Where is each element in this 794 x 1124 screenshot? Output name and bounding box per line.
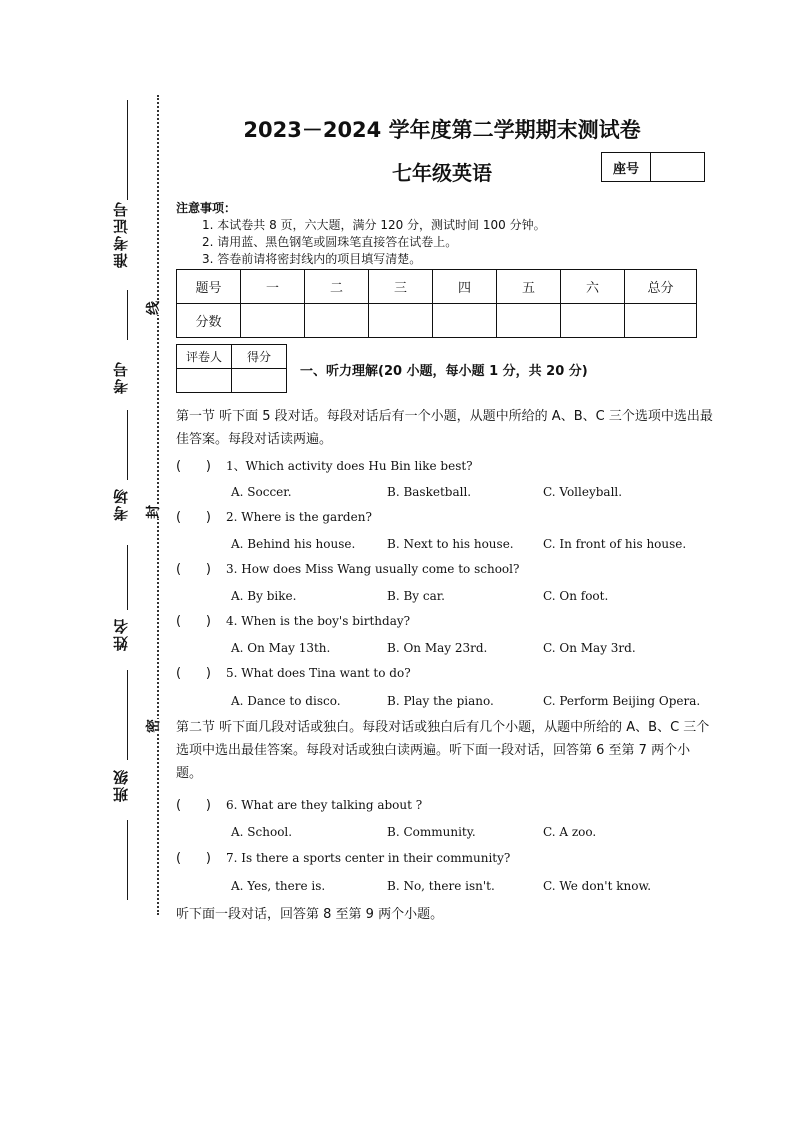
notes-heading: 注意事项： [176,201,237,215]
name-label: 姓名 [112,617,130,651]
margin-line [127,670,128,760]
question-text: 5. What does Tina want to do? [226,666,411,680]
option-b: B. By car. [387,589,445,603]
score-cell[interactable] [561,304,625,338]
exam-notes [176,200,546,268]
score-cell[interactable] [232,369,287,393]
score-header-cell: 六 [561,270,625,304]
option-c: C. Volleyball. [543,485,623,499]
score-header-row [177,270,697,304]
option-c: C. On foot. [543,589,609,603]
score-row-label: 分数 [177,304,241,338]
option-a: A. Yes, there is. [231,879,326,893]
option-c: C. In front of his house. [543,537,687,551]
question-6 [176,798,422,813]
exam-number-label: 考号 [112,360,130,394]
option-b: B. On May 23rd. [387,641,488,655]
option-c: C. We don't know. [543,879,652,893]
score-cell[interactable] [497,304,561,338]
seal-char: 密 [143,719,163,733]
answer-blank[interactable]: ( ) [176,562,211,577]
exam-room-label: 考场 [112,487,130,521]
section1-instructions: 第一节 听下面 5 段对话。每段对话后有一个小题，从题中所给的 A、B、C 三个选项中选出最佳答案。每段对话读两遍。 [176,409,713,447]
option-a: A. By bike. [231,589,297,603]
question-text: 4. When is the boy's birthday? [226,614,411,628]
score-header-cell: 三 [369,270,433,304]
score-cell[interactable] [241,304,305,338]
grader-cell[interactable] [177,369,232,393]
score-header-cell: 题号 [177,270,241,304]
note-item: 1. 本试卷共 8 页，六大题，满分 120 分，测试时间 100 分钟。 [202,218,546,232]
question-4 [176,614,410,629]
section2-next-instruction: 听下面一段对话，回答第 8 至第 9 两个小题。 [176,907,444,922]
answer-blank[interactable]: ( ) [176,510,211,525]
answer-blank[interactable]: ( ) [176,459,211,474]
option-b: B. Play the piano. [387,694,494,708]
option-b: B. Community. [387,825,476,839]
question-2 [176,510,372,525]
score-header-cell: 四 [433,270,497,304]
note-item: 2. 请用蓝、黑色钢笔或圆珠笔直接答在试卷上。 [202,235,458,249]
margin-line [127,820,128,900]
question-text: 7. Is there a sports center in their community? [226,851,511,865]
margin-line [127,290,128,340]
score-cell[interactable] [625,304,697,338]
seal-char: 线 [143,301,163,315]
score-cell[interactable] [433,304,497,338]
seat-number-box [601,152,705,182]
exam-id-label: 准考证号 [112,200,130,268]
option-a: A. Behind his house. [231,537,356,551]
class-label: 班级 [112,768,130,802]
seal-char: 封 [143,505,163,519]
option-b: B. Basketball. [387,485,472,499]
option-c: C. Perform Beijing Opera. [543,694,701,708]
score-header-cell: 二 [305,270,369,304]
section2-instructions: 第二节 听下面几段对话或独白。每段对话或独白后有几个小题，从题中所给的 A、B、C 三个选项中选出最佳答案。每段对话或独白读两遍。听下面一段对话，回答第 6 至第 7 两个小题。 [176,720,710,781]
question-text: 3. How does Miss Wang usually come to school? [226,562,520,576]
option-c: C. On May 3rd. [543,641,636,655]
margin-line [127,410,128,480]
grader-label: 评卷人 [177,345,232,369]
option-a: A. Soccer. [231,485,292,499]
score-label: 得分 [232,345,287,369]
score-header-cell: 一 [241,270,305,304]
question-text: 2. Where is the garden? [226,510,372,524]
score-cell[interactable] [305,304,369,338]
part1-title: 一、听力理解(20 小题，每小题 1 分，共 20 分) [300,364,588,379]
score-header-cell: 五 [497,270,561,304]
option-b: B. No, there isn't. [387,879,495,893]
question-5 [176,666,411,681]
seat-label: 座号 [602,153,651,181]
question-1 [176,457,473,474]
question-text: 6. What are they talking about ? [226,798,423,812]
question-text: 1、Which activity does Hu Bin like best? [226,459,473,473]
question-3 [176,562,519,577]
grader-table [176,344,287,393]
exam-subtitle: 七年级英语 [392,161,492,185]
option-b: B. Next to his house. [387,537,514,551]
answer-blank[interactable]: ( ) [176,851,211,866]
margin-line [127,545,128,610]
score-value-row [177,304,697,338]
option-c: C. A zoo. [543,825,597,839]
answer-blank[interactable]: ( ) [176,614,211,629]
exam-title: 2023－2024 学年度第二学期期末测试卷 [243,118,641,142]
option-a: A. Dance to disco. [231,694,341,708]
option-a: A. On May 13th. [231,641,331,655]
score-header-cell: 总分 [625,270,697,304]
question-7 [176,851,510,866]
score-table [176,269,697,338]
note-item: 3. 答卷前请将密封线内的项目填写清楚。 [202,252,422,266]
seat-value[interactable] [651,153,704,181]
score-cell[interactable] [369,304,433,338]
answer-blank[interactable]: ( ) [176,798,211,813]
answer-blank[interactable]: ( ) [176,666,211,681]
option-a: A. School. [231,825,293,839]
